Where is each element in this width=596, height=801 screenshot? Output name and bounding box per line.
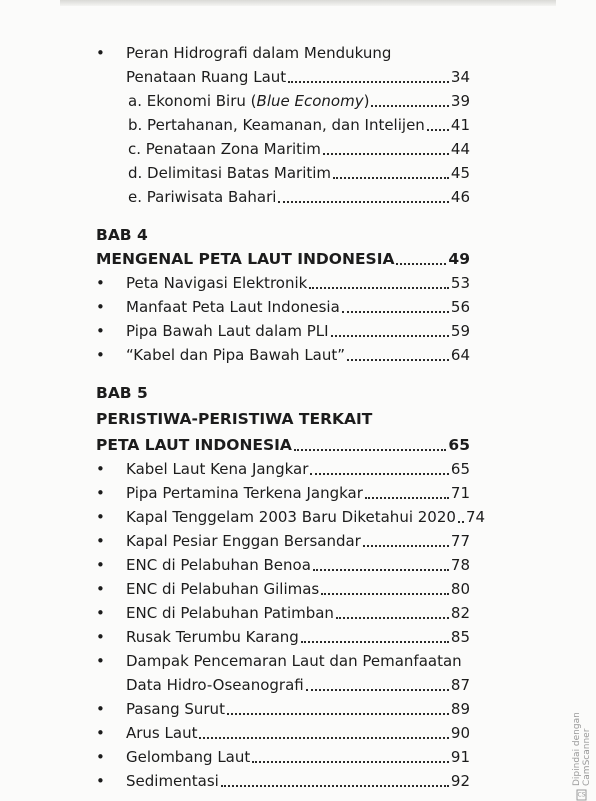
toc-entry[interactable] <box>126 550 470 574</box>
dot-leader <box>306 689 449 691</box>
toc-entry-text: c. Penataan Zona Maritim <box>128 140 321 158</box>
bullet: • <box>96 772 105 790</box>
toc-entry-text: Peran Hidrografi dalam Mendukung <box>126 44 392 62</box>
dot-leader <box>288 81 449 83</box>
dot-leader <box>336 617 449 619</box>
bullet: • <box>96 580 105 598</box>
toc-entry-text: Pipa Bawah Laut dalam PLI <box>126 322 329 340</box>
page-number: 45 <box>450 164 470 182</box>
toc-entry-text: b. Pertahanan, Keamanan, dan Intelijen <box>128 116 425 134</box>
bullet: • <box>96 298 105 316</box>
dot-leader <box>309 287 449 289</box>
toc-entry[interactable] <box>126 292 470 316</box>
toc-entry-text: Rusak Terumbu Karang <box>126 628 299 646</box>
page-number: 71 <box>450 484 470 502</box>
page-number: 77 <box>450 532 470 550</box>
scanner-text: Dipindai dengan CamScanner <box>572 712 592 786</box>
dot-leader <box>294 449 446 451</box>
chapter-title: MENGENAL PETA LAUT INDONESIA <box>96 250 395 268</box>
page-number: 56 <box>450 298 470 316</box>
bullet: • <box>96 628 105 646</box>
toc-entry[interactable] <box>126 622 470 646</box>
bullet: • <box>96 346 105 364</box>
page-number: 46 <box>450 188 470 206</box>
dot-leader <box>323 153 449 155</box>
toc-entry-text: “Kabel dan Pipa Bawah Laut” <box>126 346 346 364</box>
bullet: • <box>96 322 105 340</box>
chapter-title-entry[interactable] <box>96 244 470 268</box>
toc-entry[interactable] <box>126 766 470 790</box>
toc-entry-text: Data Hidro-Oseanografi <box>126 676 304 694</box>
page-number: 59 <box>450 322 470 340</box>
page-number: 90 <box>450 724 470 742</box>
chapter-label: BAB 4 <box>96 226 148 244</box>
bullet: • <box>96 532 105 550</box>
dot-leader <box>252 761 449 763</box>
top-edge-artifact <box>60 0 556 6</box>
page-number: 87 <box>450 676 470 694</box>
dot-leader <box>227 713 449 715</box>
page-number: 39 <box>450 92 470 110</box>
toc-entry-continuation[interactable] <box>126 670 470 694</box>
toc-entry-text: Manfaat Peta Laut Indonesia <box>126 298 340 316</box>
dot-leader <box>333 177 449 179</box>
toc-entry[interactable] <box>126 38 470 62</box>
chapter-title-entry[interactable] <box>96 430 470 454</box>
bullet: • <box>96 652 105 670</box>
bullet: • <box>96 508 105 526</box>
page-number: 64 <box>450 346 470 364</box>
toc-entry[interactable] <box>126 268 470 292</box>
chapter-label: BAB 5 <box>96 384 148 402</box>
chapter-title-line: PERISTIWA-PERISTIWA TERKAIT <box>96 410 373 428</box>
bullet: • <box>96 748 105 766</box>
toc-entry[interactable] <box>126 574 470 598</box>
page-number: 82 <box>450 604 470 622</box>
toc-entry[interactable] <box>126 454 470 478</box>
dot-leader <box>365 497 449 499</box>
toc-entry[interactable] <box>126 742 470 766</box>
bullet: • <box>96 604 105 622</box>
page-number: 85 <box>450 628 470 646</box>
toc-entry-text: d. Delimitasi Batas Maritim <box>128 164 332 182</box>
page-number: 89 <box>450 700 470 718</box>
page-number: 49 <box>448 250 470 268</box>
toc-entry-text: Sedimentasi <box>126 772 219 790</box>
toc-entry[interactable] <box>126 718 470 742</box>
chapter-title: PETA LAUT INDONESIA <box>96 436 292 454</box>
page-number: 65 <box>448 436 470 454</box>
bullet: • <box>96 484 105 502</box>
page-number: 91 <box>450 748 470 766</box>
dot-leader <box>396 263 446 265</box>
dot-leader <box>342 311 449 313</box>
page-number: 78 <box>450 556 470 574</box>
page-number: 80 <box>450 580 470 598</box>
toc-entry-text: Pasang Surut <box>126 700 225 718</box>
toc-entry-text: Arus Laut <box>126 724 198 742</box>
page-number: 92 <box>450 772 470 790</box>
toc-entry-text: a. Ekonomi Biru (Blue Economy) <box>128 92 370 110</box>
scanner-watermark <box>572 668 592 800</box>
dot-leader <box>313 569 449 571</box>
toc-entry[interactable] <box>126 478 470 502</box>
dot-leader <box>221 785 449 787</box>
toc-subentry[interactable] <box>128 182 470 206</box>
dot-leader <box>310 473 449 475</box>
toc-entry[interactable] <box>126 502 486 526</box>
toc-entry-text: ENC di Pelabuhan Benoa <box>126 556 311 574</box>
toc-entry-text: Dampak Pencemaran Laut dan Pemanfaatan <box>126 652 462 670</box>
dot-leader <box>458 521 464 523</box>
toc-entry-text: Kabel Laut Kena Jangkar <box>126 460 309 478</box>
toc-entry-text: ENC di Pelabuhan Gilimas <box>126 580 320 598</box>
toc-entry-text: e. Pariwisata Bahari <box>128 188 277 206</box>
toc-entry-text: Penataan Ruang Laut <box>126 68 287 86</box>
page-number: 74 <box>465 508 486 526</box>
bullet: • <box>96 460 105 478</box>
bullet: • <box>96 44 105 62</box>
dot-leader <box>427 129 449 131</box>
bullet: • <box>96 700 105 718</box>
toc-entry[interactable] <box>126 646 470 670</box>
dot-leader <box>278 201 448 203</box>
toc-entry[interactable] <box>126 526 470 550</box>
toc-entry-text: Gelombang Laut <box>126 748 251 766</box>
page-number: 34 <box>450 68 470 86</box>
dot-leader <box>371 105 448 107</box>
page-number: 53 <box>450 274 470 292</box>
toc-subentry[interactable] <box>128 86 470 110</box>
toc-entry[interactable] <box>126 340 470 364</box>
toc-entry-text: Pipa Pertamina Terkena Jangkar <box>126 484 363 502</box>
toc-entry[interactable] <box>126 316 470 340</box>
toc-subentry[interactable] <box>128 158 470 182</box>
toc-entry-continuation[interactable] <box>126 62 470 86</box>
dot-leader <box>321 593 449 595</box>
toc-subentry[interactable] <box>128 110 470 134</box>
dot-leader <box>331 335 449 337</box>
toc-entry-text: ENC di Pelabuhan Patimban <box>126 604 334 622</box>
dot-leader <box>363 545 449 547</box>
page-number: 41 <box>450 116 470 134</box>
bullet: • <box>96 274 105 292</box>
dot-leader <box>199 737 448 739</box>
dot-leader <box>301 641 449 643</box>
page-number: 44 <box>450 140 470 158</box>
toc-entry[interactable] <box>126 598 470 622</box>
toc-entry-text: Peta Navigasi Elektronik <box>126 274 308 292</box>
dot-leader <box>347 359 449 361</box>
toc-entry-text: Kapal Tenggelam 2003 Baru Diketahui 2020 <box>126 508 456 526</box>
camscanner-logo-icon: CS <box>578 791 586 799</box>
bullet: • <box>96 556 105 574</box>
toc-subentry[interactable] <box>128 134 470 158</box>
bullet: • <box>96 724 105 742</box>
toc-entry-text: Kapal Pesiar Enggan Bersandar <box>126 532 361 550</box>
toc-entry[interactable] <box>126 694 470 718</box>
page-number: 65 <box>450 460 470 478</box>
